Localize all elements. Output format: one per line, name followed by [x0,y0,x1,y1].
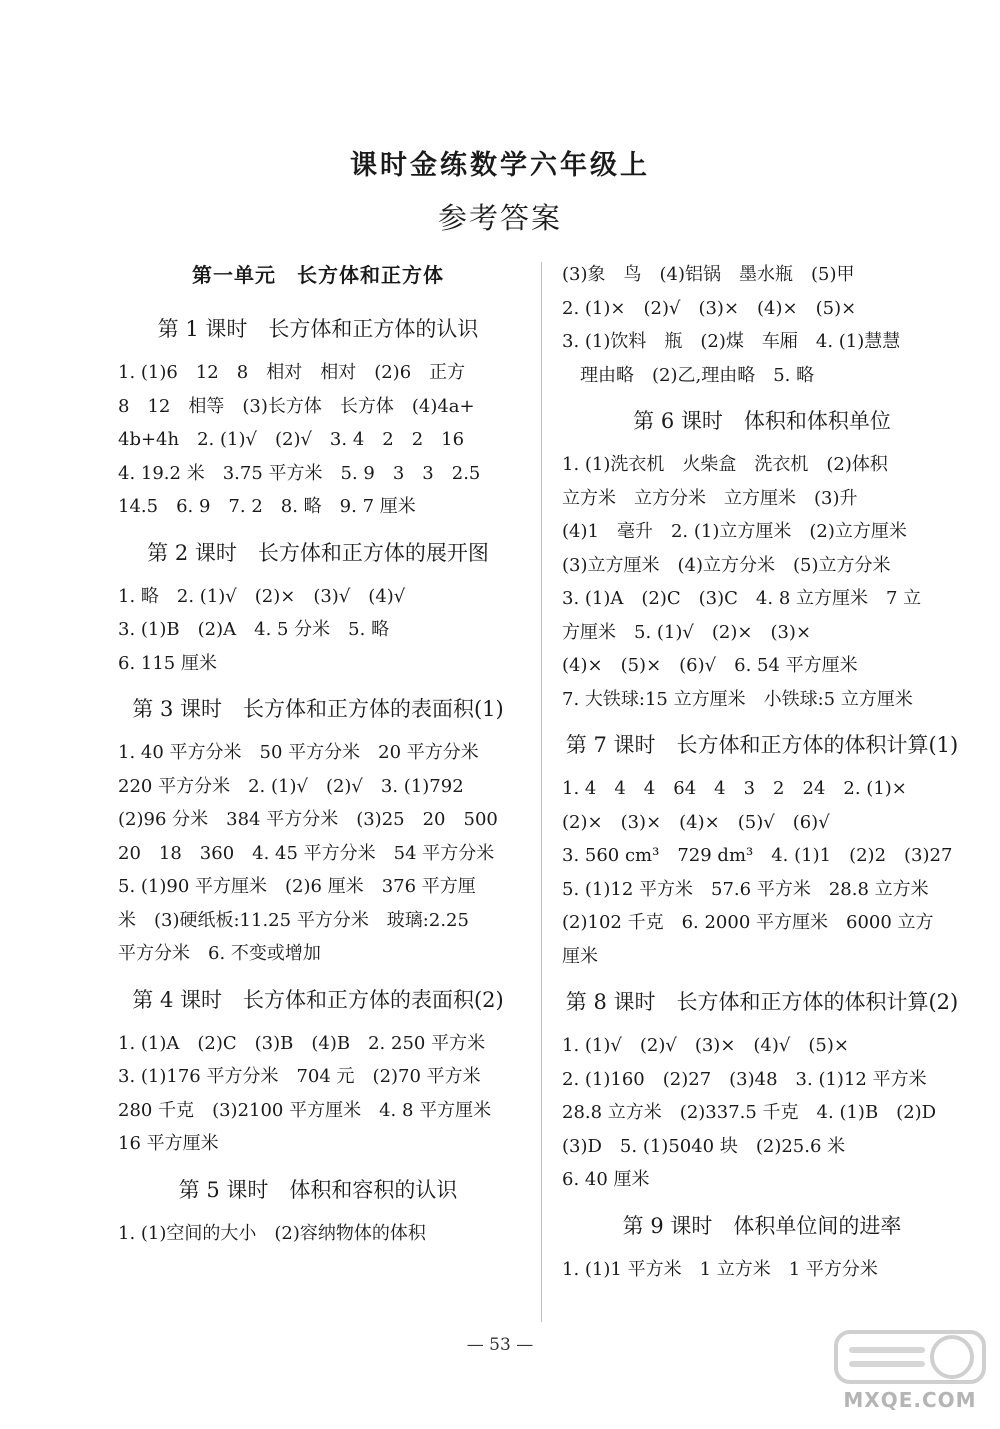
answer-line: 5. (1)12 平方米 57.6 平方米 28.8 立方米 [562,878,929,900]
answer-line: 3. (1)176 平方分米 704 元 (2)70 平方米 [118,1066,481,1087]
answer-line: (2)× (3)× (4)× (5)√ (6)√ [562,811,830,833]
answer-line: 方厘米 5. (1)√ (2)× (3)× [562,621,812,643]
right-column [562,258,962,1286]
lesson-5-answers [118,1217,518,1251]
answer-line: (2)96 分米 384 平方分米 (3)25 20 500 [118,809,498,830]
answer-line: 1. 40 平方分米 50 平方分米 20 平方分米 [118,742,479,763]
column-divider [541,262,542,1322]
answer-line: 8 12 相等 (3)长方体 长方体 (4)4a+ [118,395,475,417]
watermark-stamp-icon [830,1320,990,1390]
answer-line: (3)立方厘米 (4)立方分米 (5)立方分米 [562,554,891,576]
answer-line: 4. 19.2 米 3.75 平方米 5. 9 3 3 2.5 [118,462,481,484]
lesson-1-title: 第 1 课时 长方体和正方体的认识 [157,317,479,341]
answer-line: 220 平方分米 2. (1)√ (2)√ 3. (1)792 [118,775,464,797]
answer-line: 2. (1)× (2)√ (3)× (4)× (5)× [562,297,857,319]
answer-line: 16 平方厘米 [118,1133,219,1154]
answer-line: 3. 560 cm³ 729 dm³ 4. (1)1 (2)2 (3)27 [562,845,953,866]
watermark-logo [830,1320,990,1420]
lesson-5-title: 第 5 课时 体积和容积的认识 [178,1177,458,1202]
page-subtitle: 参考答案 [437,201,562,235]
lesson-9-answers [562,1253,962,1287]
answer-line: 14.5 6. 9 7. 2 8. 略 9. 7 厘米 [118,496,416,517]
answer-line: 1. (1)洗衣机 火柴盒 洗衣机 (2)体积 [562,454,888,475]
answer-line: 米 (3)硬纸板:11.25 平方分米 玻璃:2.25 [118,909,469,931]
answer-line: 4b+4h 2. (1)√ (2)√ 3. 4 2 2 16 [118,429,465,450]
answer-line: 立方米 立方分米 立方厘米 (3)升 [562,487,858,509]
answer-line: 6. 40 厘米 [562,1169,650,1190]
page-title: 课时金练数学六年级上 [350,150,650,181]
lesson-5-answers-continued [562,258,962,392]
answer-line: 2. (1)160 (2)27 (3)48 3. (1)12 平方米 [562,1068,927,1090]
answer-line: 6. 115 厘米 [118,652,217,674]
left-column [118,258,518,1250]
lesson-8-answers [562,1029,962,1197]
answer-line: 1. (1)1 平方米 1 立方米 1 平方分米 [562,1258,878,1280]
answer-line: 3. (1)饮料 瓶 (2)煤 车厢 4. (1)慧慧 [562,331,901,352]
lesson-1-answers [118,356,518,524]
answer-line: 7. 大铁球:15 立方厘米 小铁球:5 立方厘米 [562,688,913,710]
lesson-3-answers [118,736,518,971]
answer-line: 1. (1)A (2)C (3)B (4)B 2. 250 平方米 [118,1032,486,1054]
answer-line: (2)102 千克 6. 2000 平方厘米 6000 立方 [562,912,934,933]
answer-line: 20 18 360 4. 45 平方分米 54 平方分米 [118,842,495,864]
answer-line: 280 千克 (3)2100 平方厘米 4. 8 平方厘米 [118,1099,492,1121]
answer-line: 理由略 (2)乙,理由略 5. 略 [562,364,815,386]
lesson-7-title: 第 7 课时 长方体和正方体的体积计算(1) [565,733,959,757]
answer-line: (4)1 毫升 2. (1)立方厘米 (2)立方厘米 [562,521,907,542]
answer-line: 平方分米 6. 不变或增加 [118,943,321,964]
answer-line: (4)× (5)× (6)√ 6. 54 平方厘米 [562,655,858,676]
answer-line: 厘米 [562,945,598,967]
lesson-7-answers [562,772,962,973]
answer-line: (3)D 5. (1)5040 块 (2)25.6 米 [562,1135,846,1157]
page-number: — 53 — [466,1335,534,1355]
answer-line: 1. (1)√ (2)√ (3)× (4)√ (5)× [562,1035,849,1056]
answer-line: 1. 略 2. (1)√ (2)× (3)√ (4)√ [118,585,406,607]
answer-line: 1. 4 4 4 64 4 3 2 24 2. (1)× [562,778,907,799]
lesson-4-answers [118,1027,518,1161]
lesson-4-title: 第 4 课时 长方体和正方体的表面积(2) [132,987,504,1012]
answer-line: 3. (1)A (2)C (3)C 4. 8 立方厘米 7 立 [562,588,922,609]
answer-line: 1. (1)6 12 8 相对 相对 (2)6 正方 [118,362,466,383]
lesson-9-title: 第 9 课时 体积单位间的进率 [622,1213,902,1238]
lesson-3-title: 第 3 课时 长方体和正方体的表面积(1) [132,697,504,721]
answer-line: 3. (1)B (2)A 4. 5 分米 5. 略 [118,619,390,640]
answer-line: (3)象 鸟 (4)铝锅 墨水瓶 (5)甲 [562,264,855,285]
lesson-2-title: 第 2 课时 长方体和正方体的展开图 [147,540,489,565]
answer-line: 1. (1)空间的大小 (2)容纳物体的体积 [118,1222,426,1244]
watermark-text: MXQE.COM [843,1388,977,1412]
lesson-2-answers [118,580,518,681]
lesson-6-answers [562,448,962,716]
unit-heading: 第一单元 长方体和正方体 [192,263,444,287]
lesson-6-title: 第 6 课时 体积和体积单位 [633,409,891,433]
lesson-8-title: 第 8 课时 长方体和正方体的体积计算(2) [565,990,959,1014]
answer-line: 28.8 立方米 (2)337.5 千克 4. (1)B (2)D [562,1102,937,1123]
answer-line: 5. (1)90 平方厘米 (2)6 厘米 376 平方厘 [118,876,476,897]
